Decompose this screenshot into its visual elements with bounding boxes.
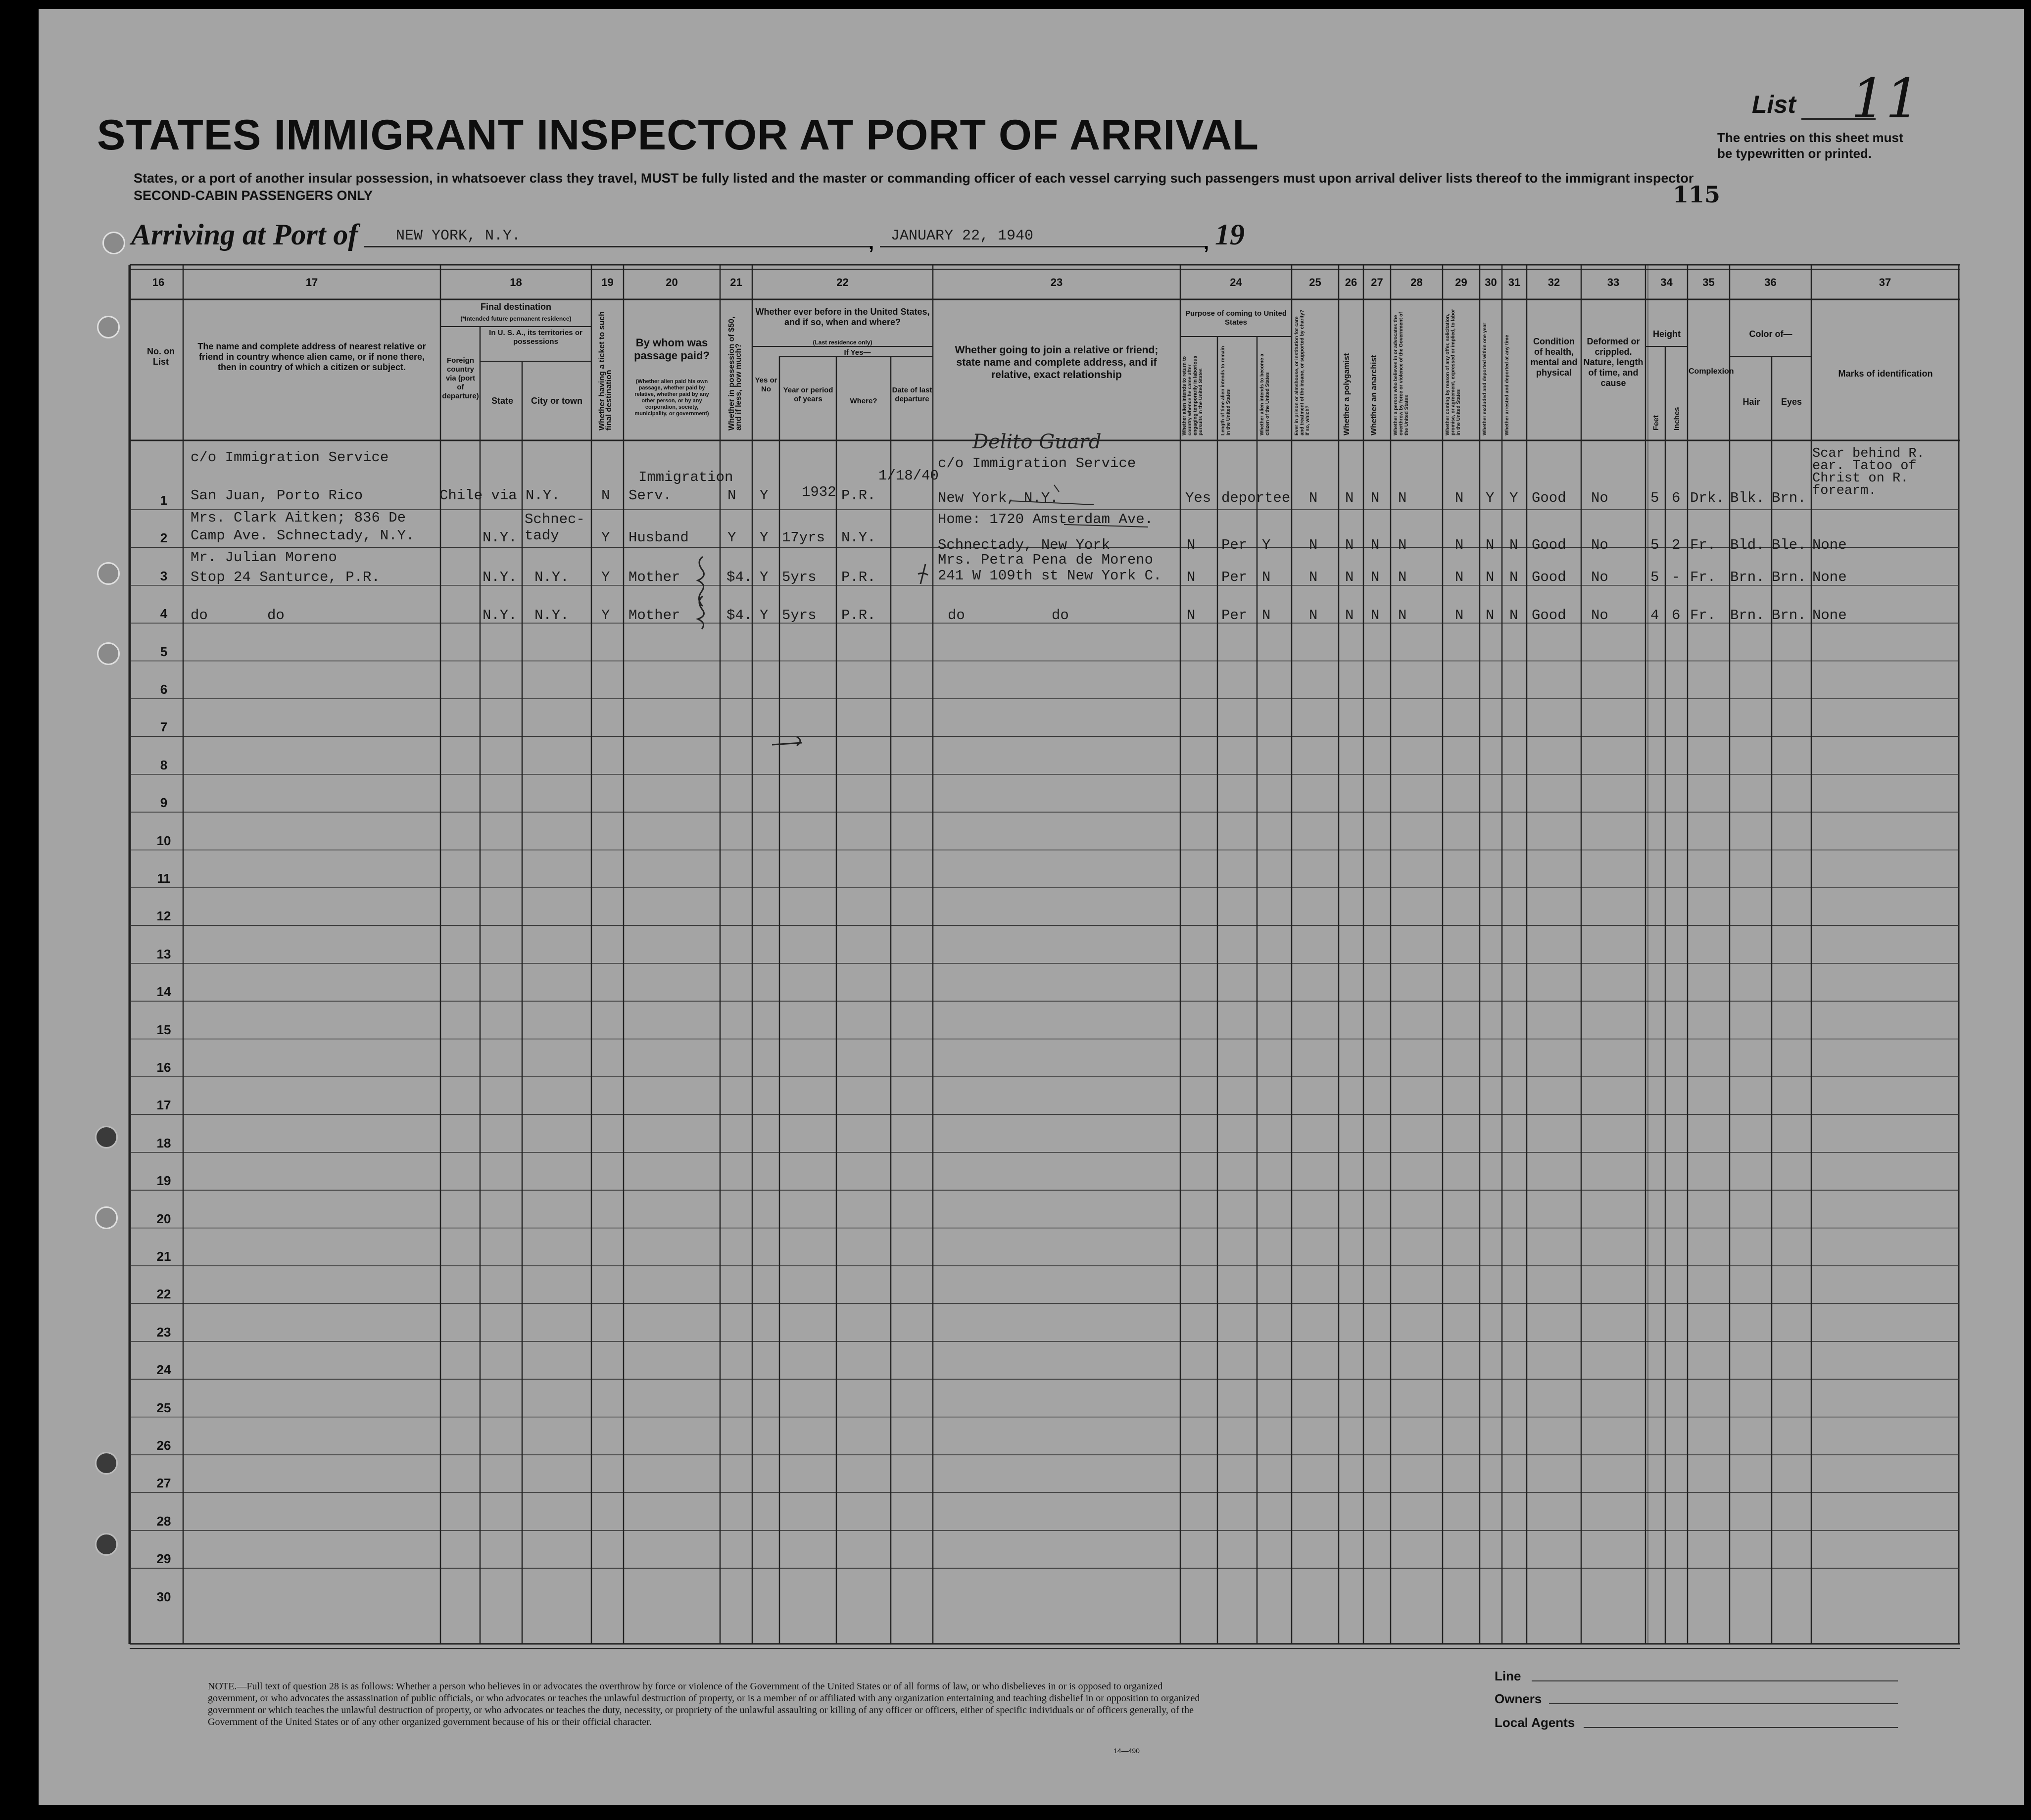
header-col-26: Whether a polygamist	[1343, 353, 1351, 435]
row4-where: P.R.	[841, 607, 876, 623]
row2-years: 17yrs	[782, 529, 825, 546]
row3-complexion: Fr.	[1690, 569, 1716, 585]
row1-relative-line2: San Juan, Porto Rico	[191, 487, 363, 504]
row-number: 18	[156, 1135, 171, 1150]
row1-join-handwritten: Delito Guard	[972, 431, 1102, 453]
header-where: Where?	[850, 397, 877, 405]
row1-departure: 1/18/40	[878, 468, 939, 484]
row3-join-line1: Mrs. Petra Pena de Moreno	[938, 552, 1154, 568]
row1-feet: 5	[1650, 490, 1659, 506]
row3-col30: N	[1486, 569, 1495, 585]
row1-col29: N	[1455, 490, 1464, 506]
row4-possession: $4.	[726, 607, 753, 623]
col-16-number: 16	[152, 276, 165, 288]
col-17-number: 17	[305, 276, 318, 288]
row2-purpose-a: N	[1187, 537, 1196, 553]
col-19-number: 19	[601, 276, 614, 288]
row1-join-line2: New York, N.Y.	[938, 490, 1059, 506]
row1-col25: N	[1309, 490, 1318, 506]
row4-state: N.Y.	[483, 607, 517, 623]
row3-condition: Good	[1532, 569, 1566, 585]
row1-col30: Y	[1486, 490, 1495, 506]
row3-col27: N	[1371, 569, 1380, 585]
row4-marks: None	[1812, 607, 1847, 623]
row4-years: 5yrs	[782, 607, 817, 623]
row3-feet: 5	[1650, 569, 1659, 585]
row1-inches: 6	[1672, 490, 1681, 506]
local-agents-signature-line	[1584, 1727, 1898, 1728]
header-hair: Hair	[1742, 397, 1760, 407]
row3-deformed: No	[1591, 569, 1608, 585]
header-final-destination: Final destination	[480, 302, 551, 312]
arriving-label: Arriving at Port of	[131, 218, 358, 251]
row4-col25: N	[1309, 607, 1318, 623]
row-number: 12	[156, 909, 171, 924]
row2-possession: Y	[727, 529, 736, 546]
row1-where: P.R.	[841, 487, 876, 504]
row2-complexion: Fr.	[1690, 537, 1716, 553]
row3-col29: N	[1455, 569, 1464, 585]
date-value: JANUARY 22, 1940	[891, 228, 1034, 244]
row2-hair: Bld.	[1730, 537, 1765, 553]
row4-deformed: No	[1591, 607, 1608, 623]
row-number: 25	[156, 1400, 171, 1415]
header-date-departure: Date of last departure	[892, 386, 932, 403]
row-number: 3	[160, 568, 168, 583]
row1-marks-line4: forearm.	[1812, 483, 1877, 498]
col-22-number: 22	[836, 276, 849, 288]
header-col-27: Whether an anarchist	[1370, 355, 1378, 435]
col-31-number: 31	[1508, 276, 1521, 288]
row-number: 24	[156, 1362, 171, 1378]
col-27-number: 27	[1371, 276, 1383, 288]
row4-relative-line1: do	[191, 607, 208, 623]
header-foreign-country: Foreign country via (port of departure)	[442, 356, 479, 400]
row-number: 29	[156, 1551, 171, 1567]
port-value: NEW YORK, N.Y.	[396, 228, 521, 244]
row4-join-line2: do	[1052, 607, 1069, 623]
row2-col25: N	[1309, 537, 1318, 553]
row4-relative-line2: do	[267, 607, 285, 623]
row2-where: N.Y.	[841, 529, 876, 546]
row2-col30: N	[1486, 537, 1495, 553]
row3-before: Y	[760, 569, 769, 585]
row3-state: N.Y.	[483, 569, 517, 585]
row-number: 16	[156, 1060, 171, 1075]
header-col-30: Whether excluded and deported within one year	[1482, 323, 1488, 435]
header-complexion: Complexion	[1689, 367, 1734, 376]
header-eyes: Eyes	[1781, 397, 1802, 407]
row4-col27: N	[1371, 607, 1380, 623]
row1-col28: N	[1398, 490, 1407, 506]
header-col-25: Ever in prison or almshouse, or institution for care and treatment of the insane, or supported by charity? If so, which?	[1294, 310, 1310, 435]
row4-col28: N	[1398, 607, 1407, 623]
row1-paid-by-line1: Immigration	[638, 469, 733, 485]
row4-complexion: Fr.	[1690, 607, 1716, 623]
row2-condition: Good	[1532, 537, 1566, 553]
row4-col26: N	[1345, 607, 1354, 623]
col-25-number: 25	[1309, 276, 1321, 288]
row2-paid-by: Husband	[629, 529, 689, 546]
row-number: 6	[160, 682, 168, 697]
row3-city: N.Y.	[534, 569, 569, 585]
row2-inches: 2	[1672, 537, 1681, 553]
col-32-number: 32	[1547, 276, 1560, 288]
col-23-number: 23	[1050, 276, 1063, 288]
date-comma: ,	[1204, 232, 1209, 253]
row-number: 27	[156, 1476, 171, 1491]
row-number: 20	[156, 1211, 171, 1226]
row3-purpose-b: Per	[1221, 569, 1248, 585]
row-number: 4	[160, 606, 168, 622]
header-condition: Condition of health, mental and physical	[1530, 336, 1578, 378]
port-comma: ,	[869, 232, 874, 253]
header-deformed: Deformed or crippled. Nature, length of time, and cause	[1583, 336, 1644, 388]
col-18-number: 18	[510, 276, 522, 288]
line-label: Line	[1495, 1669, 1521, 1683]
row1-marks-line2: ear. Tatoo of	[1812, 459, 1917, 474]
row3-marks: None	[1812, 569, 1847, 585]
header-city: City or town	[531, 396, 582, 406]
row3-col25: N	[1309, 569, 1318, 585]
row2-marks: None	[1812, 537, 1847, 553]
header-ticket: Whether having a ticket to such final destination	[598, 311, 613, 431]
header-possession: Whether in possession of $50, and if less, how much?	[727, 316, 743, 431]
col-36-number: 36	[1764, 276, 1777, 288]
col-33-number: 33	[1607, 276, 1620, 288]
row1-eyes: Brn.	[1772, 490, 1806, 506]
row2-join-line1: Home: 1720 Amsterdam Ave.	[938, 511, 1154, 527]
row-number: 2	[160, 530, 168, 546]
list-label: List	[1752, 91, 1796, 118]
row3-purpose-c: N	[1262, 569, 1271, 585]
row2-relative-line2: Camp Ave. Schnectady, N.Y.	[191, 527, 415, 544]
header-feet: Feet	[1652, 415, 1660, 431]
header-height: Height	[1653, 329, 1681, 339]
row-number: 19	[156, 1173, 171, 1189]
typewritten-notice-line-2: be typewritten or printed.	[1717, 146, 1872, 161]
header-by-whom: By whom was passage paid?	[634, 336, 710, 362]
row2-col31: N	[1509, 537, 1518, 553]
header-color-of: Color of—	[1749, 329, 1792, 339]
header-inches: Inches	[1673, 407, 1681, 431]
col-20-number: 20	[666, 276, 678, 288]
header-state: State	[491, 396, 513, 406]
row3-eyes: Brn.	[1772, 569, 1806, 585]
row1-col26: N	[1345, 490, 1354, 506]
row3-col26: N	[1345, 569, 1354, 585]
row-number: 28	[156, 1513, 171, 1529]
row3-join-line2: 241 W 109th st New York C.	[938, 568, 1162, 584]
row1-hair: Blk.	[1730, 490, 1765, 506]
col-34-number: 34	[1660, 276, 1673, 288]
row2-eyes: Ble.	[1772, 537, 1806, 553]
row2-purpose-c: Y	[1262, 537, 1271, 553]
row3-inches: -	[1672, 569, 1681, 585]
sheet-stamp: 115	[1673, 181, 1721, 208]
row4-col31: N	[1509, 607, 1518, 623]
header-purpose-b: Length of time alien intends to remain in the United States	[1220, 346, 1231, 435]
row-number: 9	[160, 795, 168, 811]
row4-before: Y	[760, 607, 769, 623]
col-26-number: 26	[1345, 276, 1357, 288]
row1-foreign: Chile via	[439, 487, 517, 504]
class-line: SECOND-CABIN PASSENGERS ONLY	[134, 188, 373, 203]
owners-signature-line	[1549, 1703, 1898, 1704]
row4-eyes: Brn.	[1772, 607, 1806, 623]
local-agents-label: Local Agents	[1495, 1715, 1575, 1730]
header-join-relative: Whether going to join a relative or friend; state name and complete address, and if relative, exact relationship	[955, 344, 1159, 381]
row2-col29: N	[1455, 537, 1464, 553]
row1-condition: Good	[1532, 490, 1566, 506]
row1-ticket: N	[601, 487, 610, 504]
row2-city-line1: Schnec-	[525, 511, 585, 527]
owners-label: Owners	[1495, 1691, 1542, 1706]
row3-years: 5yrs	[782, 569, 817, 585]
row3-relative-line2: Stop 24 Santurce, P.R.	[191, 569, 380, 585]
list-number: 11	[1851, 67, 1920, 130]
header-col-28: Whether a person who believes in or advocates the overthrow by force or violence of the Government of the United States	[1393, 312, 1409, 435]
row4-feet: 4	[1650, 607, 1659, 623]
row-number: 8	[160, 757, 168, 772]
header-in-usa: In U. S. A., its territories or possessions	[489, 329, 582, 346]
row-number: 7	[160, 719, 168, 735]
col-28-number: 28	[1410, 276, 1423, 288]
col-21-number: 21	[730, 276, 742, 288]
row1-years: 1932	[802, 484, 836, 500]
row1-before: Y	[760, 487, 769, 504]
header-before-us: Whether ever before in the United States, and if so, when and where?	[755, 307, 930, 327]
row3-relative-line1: Mr. Julian Moreno	[191, 549, 337, 566]
row2-feet: 5	[1650, 537, 1659, 553]
row4-purpose-a: N	[1187, 607, 1196, 623]
row-number: 22	[156, 1287, 171, 1302]
row2-join-line2: Schnectady, New York	[938, 537, 1111, 553]
header-by-whom-sub: (Whether alien paid his own passage, whether paid by relative, whether paid by any other person, or by any corporation, society, municipality, or government)	[634, 379, 709, 417]
row1-col27: N	[1371, 490, 1380, 506]
row-number: 10	[156, 833, 171, 848]
header-purpose-c: Whether alien intends to become a citizen of the United States	[1259, 353, 1270, 435]
header-year-period: Year or period of years	[783, 386, 833, 403]
row-number: 17	[156, 1098, 171, 1113]
header-yes-no: Yes or No	[755, 376, 777, 393]
instructions-text: States, or a port of another insular possession, in whatsoever class they travel, MUST be fully listed and the master or commanding officer of each vessel carrying such passengers must upon arrival deliver lists thereof to the immigrant inspector	[134, 171, 1694, 186]
row2-ticket: Y	[601, 529, 610, 546]
typewritten-notice-line-1: The entries on this sheet must	[1717, 130, 1903, 145]
row-number: 11	[157, 871, 171, 886]
form-number: 14—490	[1113, 1747, 1140, 1755]
row2-col26: N	[1345, 537, 1354, 553]
row2-relative-line1: Mrs. Clark Aitken; 836 De	[191, 510, 406, 526]
row2-deformed: No	[1591, 537, 1608, 553]
line-signature-line	[1532, 1680, 1898, 1681]
row1-possession: N	[727, 487, 736, 504]
row-number: 30	[156, 1589, 171, 1604]
col-35-number: 35	[1702, 276, 1715, 288]
row-number: 13	[156, 946, 171, 961]
row3-possession: $4.	[726, 569, 753, 585]
row1-relative-line1: c/o Immigration Service	[191, 449, 389, 466]
header-if-yes: If Yes—	[844, 348, 871, 357]
row3-paid-by: Mother	[629, 569, 680, 585]
row1-marks-line3: Christ on R.	[1812, 471, 1909, 486]
row4-city: N.Y.	[534, 607, 569, 623]
header-marks: Marks of identification	[1838, 369, 1933, 379]
row3-where: P.R.	[841, 569, 876, 585]
row4-join-line1: do	[948, 607, 965, 623]
row2-state: N.Y.	[483, 529, 517, 546]
row4-purpose-c: N	[1262, 607, 1271, 623]
row3-col31: N	[1509, 569, 1518, 585]
row-number: 5	[160, 644, 168, 659]
row4-paid-by: Mother	[629, 607, 680, 623]
row4-col30: N	[1486, 607, 1495, 623]
header-col-31: Whether arrested and deported at any time	[1504, 335, 1510, 435]
header-no-on-list: No. on List	[147, 346, 175, 367]
row1-join-line1: c/o Immigration Service	[938, 455, 1136, 472]
header-purpose: Purpose of coming to United States	[1185, 309, 1287, 327]
row1-marks-line1: Scar behind R.	[1812, 446, 1925, 461]
row1-marks	[1812, 448, 1925, 497]
page-title: STATES IMMIGRANT INSPECTOR AT PORT OF ARRIVAL	[97, 111, 1259, 159]
header-final-destination-sub: (*Intended future permanent residence)	[460, 315, 572, 322]
row2-before: Y	[760, 529, 769, 546]
year-prefix: 19	[1215, 218, 1245, 251]
header-col-29: Whether coming by reason of any offer, solicitation, promise, or agreement, expressed or implied, to labor in the United States	[1445, 309, 1461, 435]
row3-col28: N	[1398, 569, 1407, 585]
row4-hair: Brn.	[1730, 607, 1765, 623]
row-number: 1	[160, 493, 168, 508]
row1-purpose-a: Yes	[1185, 490, 1211, 506]
row2-city-line2: tady	[525, 527, 559, 544]
row2-purpose-b: Per	[1221, 537, 1248, 553]
row2-col28: N	[1398, 537, 1407, 553]
row1-state: N.Y.	[526, 487, 560, 504]
row-number: 15	[156, 1022, 171, 1037]
row2-col27: N	[1371, 537, 1380, 553]
col-29-number: 29	[1455, 276, 1467, 288]
row4-condition: Good	[1532, 607, 1566, 623]
header-before-us-sub: (Last residence only)	[813, 339, 872, 346]
row-number: 26	[156, 1438, 171, 1453]
col-30-number: 30	[1485, 276, 1497, 288]
row4-inches: 6	[1672, 607, 1681, 623]
row1-complexion: Drk.	[1690, 490, 1725, 506]
row-number: 14	[156, 984, 171, 1000]
row3-purpose-a: N	[1187, 569, 1196, 585]
row4-ticket: Y	[601, 607, 610, 623]
row1-col31: Y	[1509, 490, 1518, 506]
row1-deformed: No	[1591, 490, 1608, 506]
row1-paid-by-line2: Serv.	[629, 487, 672, 504]
row4-purpose-b: Per	[1221, 607, 1248, 623]
row-number: 21	[156, 1249, 171, 1264]
col-37-number: 37	[1879, 276, 1891, 288]
row1-purpose-b: deportee	[1221, 490, 1291, 506]
footer-note: NOTE.—Full text of question 28 is as follows: Whether a person who believes in or advocates the overthrow by force or violence of the Government of the United States or of all forms of law, or who disbelieves in or is opposed to organized government, or who advocates the assassination of public officials, or who advocates or teaches the unlawful destruction of property, or is a member of or affiliated with any organization entertaining and teaching disbelief in or opposition to organized government or which teaches the unlawful destruction of property, or who advocates or teaches the duty, necessity, or propriety of the unlawful assaulting or killing of any officer or officers, either of specific individuals or of officers generally, of the Government of the United States or of any other organized government because of his or their official character.	[208, 1681, 1200, 1727]
header-relative: The name and complete address of nearest relative or friend in country whence alien came, or if none there, then in country of which a citizen or subject.	[197, 341, 426, 372]
row3-hair: Brn.	[1730, 569, 1765, 585]
row4-col29: N	[1455, 607, 1464, 623]
row3-ticket: Y	[601, 569, 610, 585]
row-number: 23	[156, 1324, 171, 1340]
col-24-number: 24	[1230, 276, 1242, 288]
header-purpose-a: Whether alien intends to return to country whence he came after engaging temporarily in laborious pursuits in the United States	[1182, 355, 1204, 435]
